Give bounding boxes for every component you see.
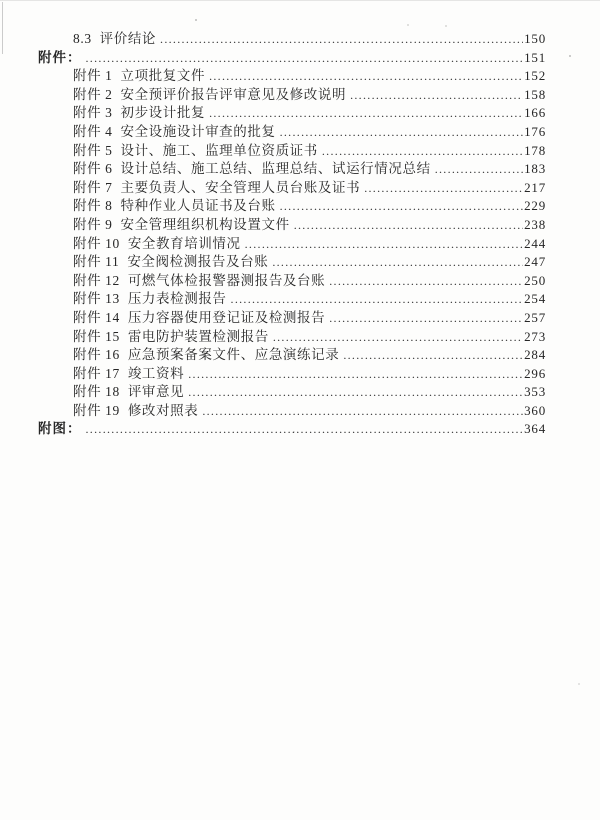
toc-dot-leader (322, 142, 523, 161)
toc-dot-leader (209, 104, 523, 123)
toc-entry-label: 附件 11 安全阀检测报告及台账 (73, 254, 269, 270)
toc-entry-label: 附件 6 设计总结、施工总结、监理总结、试运行情况总结 (73, 161, 431, 177)
toc-dot-leader (364, 179, 523, 198)
toc-entry-page-number: 284 (524, 347, 546, 363)
toc-entry-label: 附件 19 修改对照表 (73, 402, 199, 418)
toc-entry-label: 附件 2 安全预评价报告评审意见及修改说明 (73, 86, 347, 102)
toc-entry (38, 123, 546, 142)
toc-entry (38, 142, 546, 161)
toc-dot-leader (280, 197, 524, 216)
toc-entry-label: 附件 13 压力表检测报告 (73, 291, 227, 307)
toc-dot-leader (86, 49, 524, 68)
toc-entry-label: 附件 4 安全设施设计审查的批复 (73, 123, 276, 139)
toc-entry (38, 49, 546, 68)
toc-entry-label: 附件 7 主要负责人、安全管理人员台账及证书 (73, 179, 361, 195)
scan-speck (569, 55, 571, 57)
toc-entry-page-number: 178 (524, 142, 546, 158)
toc-entry-label: 附件 3 初步设计批复 (73, 105, 206, 121)
toc-dot-leader (188, 383, 523, 402)
scan-artifact-top-line (0, 0, 600, 1)
toc-entry-label: 附件 17 竣工资料 (73, 365, 185, 381)
toc-entry-label: 附件 10 安全教育培训情况 (73, 235, 241, 251)
toc-entry-label: 附件 15 雷电防护装置检测报告 (73, 328, 269, 344)
toc-entry-page-number: 183 (524, 161, 546, 177)
toc-entry-label: 附件 18 评审意见 (73, 384, 185, 400)
toc-entry (38, 30, 546, 49)
toc-entry (38, 235, 546, 254)
toc-entry (38, 160, 546, 179)
toc-dot-leader (343, 346, 523, 365)
toc-entry (38, 197, 546, 216)
scan-artifact-left-line (2, 2, 3, 54)
toc-entry-page-number: 150 (524, 31, 546, 46)
toc-entry (38, 104, 546, 123)
scan-speck (407, 24, 409, 26)
toc-entry (38, 309, 546, 328)
toc-dot-leader (329, 272, 523, 291)
toc-entry-label: 附件 8 特种作业人员证书及台账 (73, 198, 276, 214)
toc-dot-leader (86, 420, 524, 439)
toc-entry (38, 253, 546, 272)
toc-entry-label: 附件： (38, 49, 82, 65)
toc-dot-leader (294, 216, 523, 235)
toc-entry-page-number: 254 (524, 291, 546, 307)
toc-entry-page-number: 217 (524, 179, 546, 195)
toc-entry (38, 216, 546, 235)
toc-entry-page-number: 151 (524, 49, 546, 65)
toc-entry-page-number: 296 (524, 365, 546, 381)
toc-entry-label: 附件 16 应急预案备案文件、应急演练记录 (73, 347, 340, 363)
toc-entry (38, 420, 546, 439)
toc-dot-leader (350, 86, 523, 105)
toc-entry (38, 383, 546, 402)
toc-entry-page-number: 364 (524, 421, 546, 437)
toc-entry-label: 附件 14 压力容器使用登记证及检测报告 (73, 309, 326, 325)
toc-entry-page-number: 166 (524, 105, 546, 121)
toc-entry-page-number: 244 (524, 235, 546, 251)
toc-entry-page-number: 152 (524, 68, 546, 84)
toc-dot-leader (245, 235, 523, 254)
toc-entry (38, 272, 546, 291)
toc-dot-leader (231, 290, 524, 309)
toc-entry-page-number: 229 (524, 198, 546, 214)
toc-dot-leader (160, 30, 523, 49)
toc-entry (38, 402, 546, 421)
toc-entry-label: 附件 9 安全管理组织机构设置文件 (73, 216, 290, 232)
toc-entry-page-number: 250 (524, 272, 546, 288)
toc-entry (38, 179, 546, 198)
toc-entry-page-number: 238 (524, 216, 546, 232)
toc-entry (38, 365, 546, 384)
toc-entry-page-number: 158 (524, 86, 546, 102)
toc-entry (38, 290, 546, 309)
toc-dot-leader (188, 365, 523, 384)
toc-entry-page-number: 257 (524, 309, 546, 325)
scan-speck (445, 25, 447, 27)
toc-entry-label: 附件 5 设计、施工、监理单位资质证书 (73, 142, 318, 158)
toc-entry-page-number: 273 (524, 328, 546, 344)
toc-dot-leader (435, 160, 523, 179)
toc-entry (38, 86, 546, 105)
toc-entry (38, 328, 546, 347)
toc-dot-leader (202, 402, 523, 421)
toc-entry (38, 67, 546, 86)
toc-dot-leader (273, 328, 523, 347)
toc-entry-label: 附件 1 立项批复文件 (73, 68, 206, 84)
scan-speck (195, 19, 197, 21)
scan-speck (578, 683, 580, 685)
toc-dot-leader (272, 253, 523, 272)
toc-entry-label: 附图： (38, 421, 82, 437)
toc-dot-leader (329, 309, 523, 328)
toc-dot-leader (209, 67, 523, 86)
toc-entry-page-number: 176 (524, 123, 546, 139)
table-of-contents (38, 30, 546, 439)
toc-entry-page-number: 353 (524, 384, 546, 400)
toc-entry-page-number: 360 (524, 402, 546, 418)
toc-entry-label: 8.3 评价结论 (73, 31, 157, 46)
toc-entry-label: 附件 12 可燃气体检报警器测报告及台账 (73, 272, 326, 288)
toc-dot-leader (280, 123, 524, 142)
toc-entry (38, 346, 546, 365)
toc-entry-page-number: 247 (524, 254, 546, 270)
